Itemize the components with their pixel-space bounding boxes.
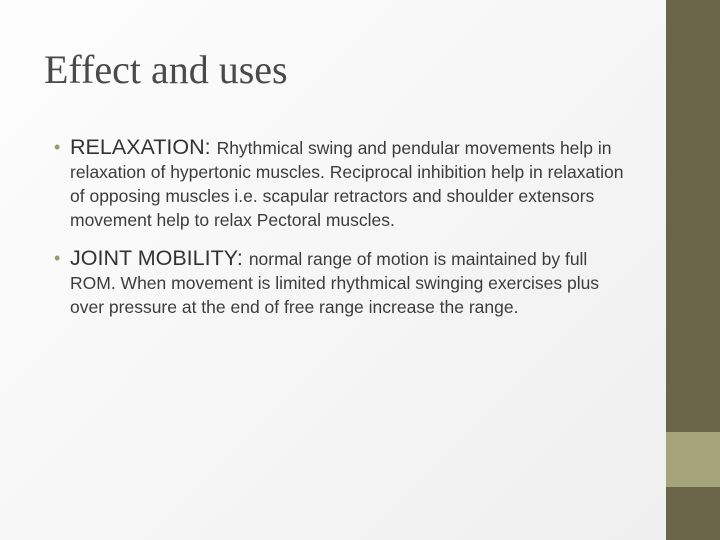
bullet-heading: RELAXATION:: [70, 135, 217, 159]
bullet-list: [44, 135, 634, 333]
bullet-lead-text: Rhythmical swing and pendular movements: [216, 138, 560, 158]
sidebar-accent-bottom: [666, 487, 720, 540]
bullet-icon: •: [54, 248, 61, 268]
bullet-body-text: help in relaxation of hypertonic muscles. Reciprocal inhibition help in relaxation of opposing muscles i.e. scapular retractors and shoulder extensors movement help to relax Pectoral muscles.: [70, 138, 624, 230]
bullet-body-text: by full ROM. When movement is limited rhythmical swinging exercises plus over pressure at the end of free range increase the range.: [70, 249, 600, 317]
bullet-icon: •: [54, 137, 61, 157]
bullet-item-joint-mobility: [44, 246, 634, 319]
slide-title: Effect and uses: [44, 47, 288, 92]
sidebar-accent-top: [666, 0, 720, 432]
bullet-item-relaxation: [44, 135, 634, 232]
bullet-lead-text: normal range of motion is maintained: [248, 249, 542, 269]
sidebar-accent-middle: [666, 432, 720, 487]
bullet-heading: JOINT MOBILITY:: [70, 246, 249, 270]
